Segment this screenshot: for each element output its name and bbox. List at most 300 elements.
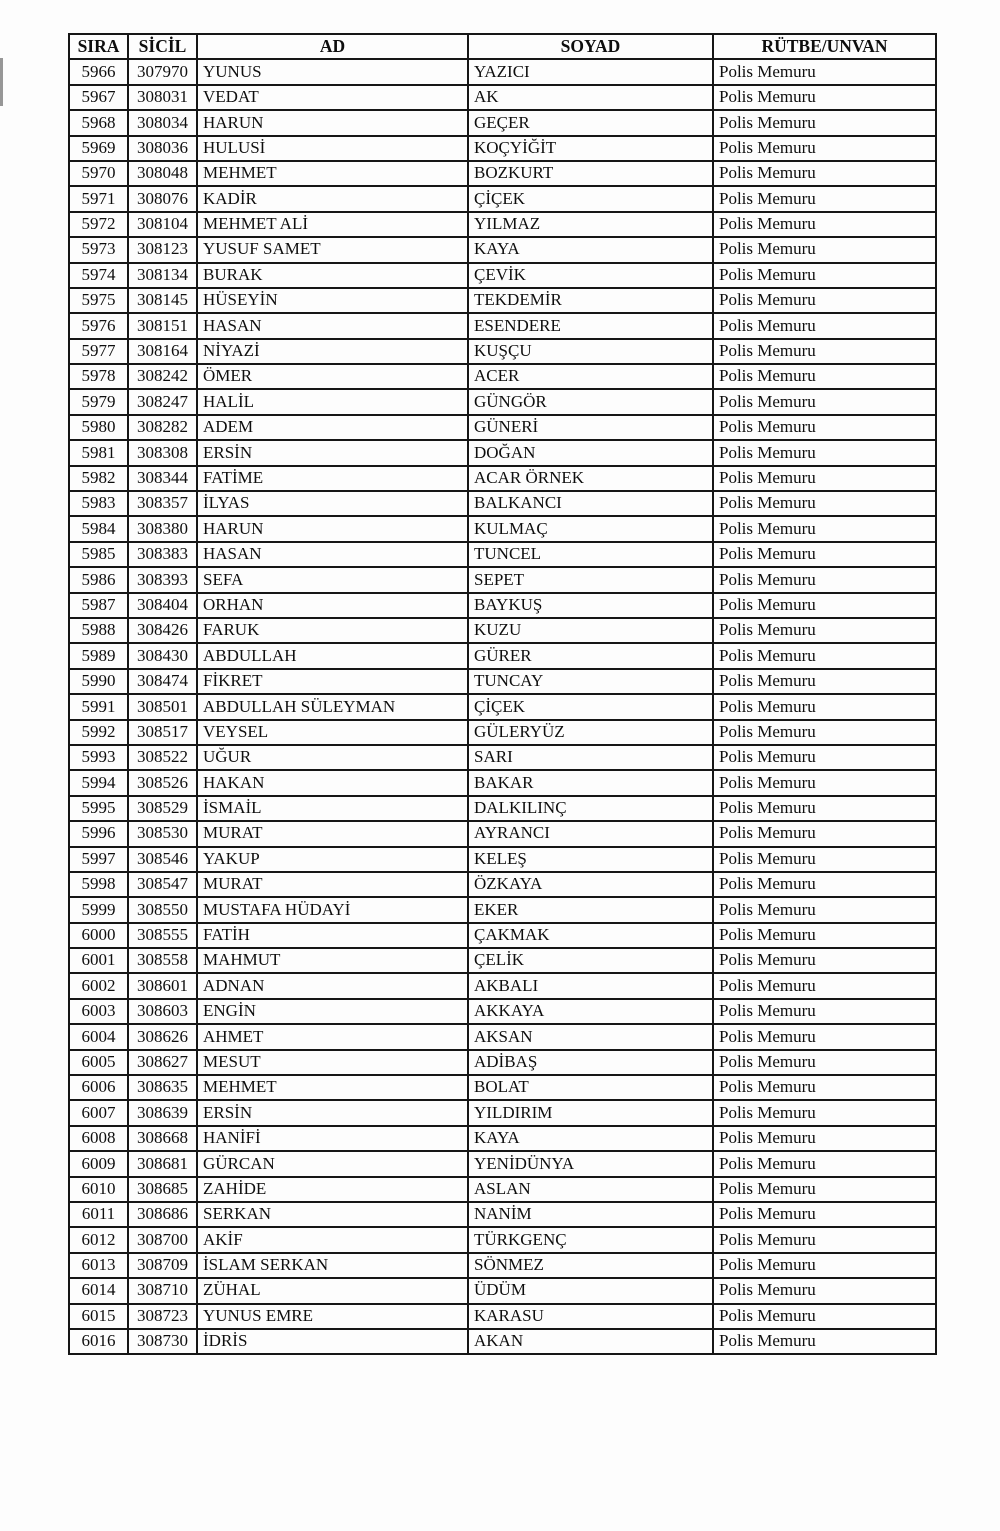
cell-soyad: TUNCAY [468, 669, 713, 694]
cell-rutbe: Polis Memuru [713, 542, 936, 567]
cell-sira: 5995 [69, 796, 128, 821]
cell-sira: 5982 [69, 466, 128, 491]
cell-rutbe: Polis Memuru [713, 1075, 936, 1100]
table-row [69, 1075, 936, 1100]
table-row [69, 415, 936, 440]
cell-rutbe: Polis Memuru [713, 59, 936, 84]
cell-sira: 5969 [69, 136, 128, 161]
cell-sira: 6000 [69, 923, 128, 948]
table-row [69, 389, 936, 414]
cell-sicil: 308546 [128, 847, 197, 872]
cell-sicil: 308700 [128, 1227, 197, 1252]
cell-sicil: 308282 [128, 415, 197, 440]
cell-ad: MEHMET [197, 161, 468, 186]
cell-rutbe: Polis Memuru [713, 1050, 936, 1075]
cell-sicil: 308151 [128, 313, 197, 338]
column-header-ad: AD [197, 34, 468, 59]
cell-rutbe: Polis Memuru [713, 415, 936, 440]
table-row [69, 1024, 936, 1049]
cell-rutbe: Polis Memuru [713, 1177, 936, 1202]
cell-sira: 6014 [69, 1278, 128, 1303]
cell-sicil: 308123 [128, 237, 197, 262]
cell-soyad: GÜRER [468, 643, 713, 668]
cell-rutbe: Polis Memuru [713, 288, 936, 313]
cell-sicil: 308247 [128, 389, 197, 414]
cell-sicil: 308426 [128, 618, 197, 643]
cell-sicil: 308668 [128, 1126, 197, 1151]
cell-ad: ÖMER [197, 364, 468, 389]
table-row [69, 720, 936, 745]
cell-ad: ORHAN [197, 593, 468, 618]
cell-rutbe: Polis Memuru [713, 440, 936, 465]
table-row [69, 567, 936, 592]
table-row [69, 186, 936, 211]
cell-soyad: TÜRKGENÇ [468, 1227, 713, 1252]
table-row [69, 59, 936, 84]
table-row [69, 440, 936, 465]
cell-sira: 5974 [69, 263, 128, 288]
cell-rutbe: Polis Memuru [713, 1126, 936, 1151]
cell-ad: VEYSEL [197, 720, 468, 745]
cell-soyad: GÜLERYÜZ [468, 720, 713, 745]
cell-sicil: 308686 [128, 1202, 197, 1227]
cell-soyad: NANİM [468, 1202, 713, 1227]
cell-sicil: 308308 [128, 440, 197, 465]
cell-rutbe: Polis Memuru [713, 643, 936, 668]
cell-rutbe: Polis Memuru [713, 973, 936, 998]
cell-sira: 5972 [69, 212, 128, 237]
cell-sicil: 308639 [128, 1100, 197, 1125]
cell-ad: HULUSİ [197, 136, 468, 161]
cell-sicil: 308710 [128, 1278, 197, 1303]
table-row [69, 1227, 936, 1252]
cell-sira: 5973 [69, 237, 128, 262]
cell-sira: 5992 [69, 720, 128, 745]
cell-rutbe: Polis Memuru [713, 1202, 936, 1227]
cell-sira: 5985 [69, 542, 128, 567]
cell-soyad: ÇİÇEK [468, 694, 713, 719]
cell-soyad: GÜNGÖR [468, 389, 713, 414]
cell-sicil: 308547 [128, 872, 197, 897]
cell-sira: 5984 [69, 516, 128, 541]
table-row [69, 1151, 936, 1176]
cell-rutbe: Polis Memuru [713, 897, 936, 922]
cell-rutbe: Polis Memuru [713, 1278, 936, 1303]
table-row [69, 161, 936, 186]
cell-soyad: ÖZKAYA [468, 872, 713, 897]
cell-ad: ZÜHAL [197, 1278, 468, 1303]
cell-ad: MAHMUT [197, 948, 468, 973]
table-row [69, 973, 936, 998]
cell-ad: ABDULLAH [197, 643, 468, 668]
table-row [69, 1202, 936, 1227]
cell-rutbe: Polis Memuru [713, 491, 936, 516]
cell-soyad: KOÇYİĞİT [468, 136, 713, 161]
table-row [69, 136, 936, 161]
table-row [69, 643, 936, 668]
cell-ad: YUNUS EMRE [197, 1304, 468, 1329]
table-row [69, 796, 936, 821]
cell-soyad: ÇELİK [468, 948, 713, 973]
cell-ad: GÜRCAN [197, 1151, 468, 1176]
scan-edge-artifact [0, 58, 3, 106]
cell-rutbe: Polis Memuru [713, 136, 936, 161]
cell-soyad: GEÇER [468, 110, 713, 135]
cell-ad: YUNUS [197, 59, 468, 84]
cell-soyad: KULMAÇ [468, 516, 713, 541]
cell-ad: UĞUR [197, 745, 468, 770]
cell-sicil: 308529 [128, 796, 197, 821]
table-row [69, 263, 936, 288]
cell-ad: FİKRET [197, 669, 468, 694]
table-row [69, 1177, 936, 1202]
cell-sicil: 308357 [128, 491, 197, 516]
cell-rutbe: Polis Memuru [713, 999, 936, 1024]
cell-ad: ABDULLAH SÜLEYMAN [197, 694, 468, 719]
table-row [69, 669, 936, 694]
table-row [69, 1126, 936, 1151]
cell-rutbe: Polis Memuru [713, 796, 936, 821]
cell-sicil: 308530 [128, 821, 197, 846]
cell-soyad: SEPET [468, 567, 713, 592]
cell-sicil: 308730 [128, 1329, 197, 1354]
cell-sicil: 308555 [128, 923, 197, 948]
cell-ad: ADNAN [197, 973, 468, 998]
cell-ad: SERKAN [197, 1202, 468, 1227]
cell-sicil: 308526 [128, 770, 197, 795]
cell-sira: 5993 [69, 745, 128, 770]
cell-ad: HASAN [197, 313, 468, 338]
cell-soyad: ÜDÜM [468, 1278, 713, 1303]
cell-sira: 6005 [69, 1050, 128, 1075]
cell-soyad: KARASU [468, 1304, 713, 1329]
cell-soyad: YENİDÜNYA [468, 1151, 713, 1176]
cell-sicil: 308242 [128, 364, 197, 389]
cell-rutbe: Polis Memuru [713, 1100, 936, 1125]
cell-sicil: 308034 [128, 110, 197, 135]
table-row [69, 1050, 936, 1075]
table-row [69, 466, 936, 491]
cell-rutbe: Polis Memuru [713, 1227, 936, 1252]
cell-rutbe: Polis Memuru [713, 1151, 936, 1176]
cell-soyad: ÇAKMAK [468, 923, 713, 948]
cell-rutbe: Polis Memuru [713, 237, 936, 262]
cell-ad: İSLAM SERKAN [197, 1253, 468, 1278]
cell-rutbe: Polis Memuru [713, 770, 936, 795]
cell-sicil: 308558 [128, 948, 197, 973]
table-row [69, 212, 936, 237]
cell-sira: 6012 [69, 1227, 128, 1252]
cell-ad: MUSTAFA HÜDAYİ [197, 897, 468, 922]
cell-sira: 5983 [69, 491, 128, 516]
cell-rutbe: Polis Memuru [713, 720, 936, 745]
cell-sira: 6010 [69, 1177, 128, 1202]
cell-sicil: 308517 [128, 720, 197, 745]
cell-soyad: KAYA [468, 237, 713, 262]
table-row [69, 847, 936, 872]
table-row [69, 237, 936, 262]
cell-sicil: 308076 [128, 186, 197, 211]
cell-ad: KADİR [197, 186, 468, 211]
cell-sicil: 308723 [128, 1304, 197, 1329]
column-header-sira: SIRA [69, 34, 128, 59]
table-row [69, 1329, 936, 1354]
table-row [69, 288, 936, 313]
cell-sicil: 308685 [128, 1177, 197, 1202]
cell-sira: 5981 [69, 440, 128, 465]
table-row [69, 872, 936, 897]
cell-sira: 5990 [69, 669, 128, 694]
cell-soyad: YAZICI [468, 59, 713, 84]
cell-rutbe: Polis Memuru [713, 694, 936, 719]
cell-rutbe: Polis Memuru [713, 263, 936, 288]
cell-ad: ERSİN [197, 1100, 468, 1125]
cell-rutbe: Polis Memuru [713, 593, 936, 618]
cell-rutbe: Polis Memuru [713, 212, 936, 237]
cell-ad: ERSİN [197, 440, 468, 465]
cell-ad: HASAN [197, 542, 468, 567]
cell-sira: 5987 [69, 593, 128, 618]
cell-sicil: 308474 [128, 669, 197, 694]
cell-rutbe: Polis Memuru [713, 669, 936, 694]
table-row [69, 821, 936, 846]
cell-sicil: 308383 [128, 542, 197, 567]
cell-sira: 6007 [69, 1100, 128, 1125]
cell-sira: 5968 [69, 110, 128, 135]
cell-sicil: 308031 [128, 85, 197, 110]
cell-ad: HANİFİ [197, 1126, 468, 1151]
cell-soyad: TUNCEL [468, 542, 713, 567]
cell-sira: 6008 [69, 1126, 128, 1151]
cell-sicil: 308626 [128, 1024, 197, 1049]
cell-ad: HARUN [197, 516, 468, 541]
cell-rutbe: Polis Memuru [713, 745, 936, 770]
cell-ad: AKİF [197, 1227, 468, 1252]
column-header-rutbe: RÜTBE/UNVAN [713, 34, 936, 59]
table-row [69, 110, 936, 135]
cell-sira: 6001 [69, 948, 128, 973]
cell-soyad: DOĞAN [468, 440, 713, 465]
cell-sira: 5998 [69, 872, 128, 897]
cell-ad: HÜSEYİN [197, 288, 468, 313]
cell-soyad: AKAN [468, 1329, 713, 1354]
table-row [69, 999, 936, 1024]
cell-rutbe: Polis Memuru [713, 364, 936, 389]
cell-soyad: YILMAZ [468, 212, 713, 237]
cell-sira: 6009 [69, 1151, 128, 1176]
table-row [69, 1278, 936, 1303]
table-row [69, 85, 936, 110]
cell-sira: 5999 [69, 897, 128, 922]
table-row [69, 1253, 936, 1278]
cell-soyad: ESENDERE [468, 313, 713, 338]
cell-sira: 6016 [69, 1329, 128, 1354]
cell-rutbe: Polis Memuru [713, 466, 936, 491]
cell-rutbe: Polis Memuru [713, 847, 936, 872]
cell-ad: FATİH [197, 923, 468, 948]
cell-sicil: 308501 [128, 694, 197, 719]
cell-rutbe: Polis Memuru [713, 1329, 936, 1354]
cell-sira: 5979 [69, 389, 128, 414]
cell-soyad: KAYA [468, 1126, 713, 1151]
cell-soyad: ÇİÇEK [468, 186, 713, 211]
cell-ad: İLYAS [197, 491, 468, 516]
cell-sicil: 308522 [128, 745, 197, 770]
table-row [69, 491, 936, 516]
cell-soyad: ADİBAŞ [468, 1050, 713, 1075]
cell-sira: 5991 [69, 694, 128, 719]
cell-rutbe: Polis Memuru [713, 923, 936, 948]
cell-sira: 5986 [69, 567, 128, 592]
cell-soyad: SARI [468, 745, 713, 770]
cell-soyad: BOZKURT [468, 161, 713, 186]
cell-sicil: 308709 [128, 1253, 197, 1278]
table-row [69, 313, 936, 338]
cell-rutbe: Polis Memuru [713, 948, 936, 973]
cell-sira: 5971 [69, 186, 128, 211]
cell-soyad: BALKANCI [468, 491, 713, 516]
cell-sicil: 308430 [128, 643, 197, 668]
cell-ad: YUSUF SAMET [197, 237, 468, 262]
cell-ad: BURAK [197, 263, 468, 288]
table-row [69, 364, 936, 389]
cell-sira: 6011 [69, 1202, 128, 1227]
cell-ad: MURAT [197, 821, 468, 846]
cell-rutbe: Polis Memuru [713, 1253, 936, 1278]
cell-soyad: AKKAYA [468, 999, 713, 1024]
cell-ad: SEFA [197, 567, 468, 592]
cell-rutbe: Polis Memuru [713, 110, 936, 135]
cell-ad: HALİL [197, 389, 468, 414]
cell-soyad: ACER [468, 364, 713, 389]
cell-sicil: 308048 [128, 161, 197, 186]
cell-soyad: EKER [468, 897, 713, 922]
cell-soyad: ASLAN [468, 1177, 713, 1202]
table-row [69, 542, 936, 567]
table-row [69, 1304, 936, 1329]
cell-sicil: 308164 [128, 339, 197, 364]
cell-rutbe: Polis Memuru [713, 618, 936, 643]
cell-ad: İDRİS [197, 1329, 468, 1354]
cell-sicil: 308036 [128, 136, 197, 161]
cell-sira: 5967 [69, 85, 128, 110]
table-row [69, 923, 936, 948]
cell-sicil: 308104 [128, 212, 197, 237]
cell-ad: NİYAZİ [197, 339, 468, 364]
cell-soyad: GÜNERİ [468, 415, 713, 440]
cell-sira: 6002 [69, 973, 128, 998]
table-row [69, 618, 936, 643]
cell-rutbe: Polis Memuru [713, 186, 936, 211]
cell-ad: VEDAT [197, 85, 468, 110]
cell-soyad: KUZU [468, 618, 713, 643]
cell-rutbe: Polis Memuru [713, 313, 936, 338]
table-row [69, 1100, 936, 1125]
cell-rutbe: Polis Memuru [713, 872, 936, 897]
cell-rutbe: Polis Memuru [713, 161, 936, 186]
cell-soyad: SÖNMEZ [468, 1253, 713, 1278]
cell-sira: 5976 [69, 313, 128, 338]
cell-sira: 6013 [69, 1253, 128, 1278]
table-row [69, 745, 936, 770]
cell-ad: ZAHİDE [197, 1177, 468, 1202]
cell-sicil: 308393 [128, 567, 197, 592]
cell-rutbe: Polis Memuru [713, 1304, 936, 1329]
cell-soyad: YILDIRIM [468, 1100, 713, 1125]
cell-sira: 6015 [69, 1304, 128, 1329]
cell-sira: 5966 [69, 59, 128, 84]
cell-ad: MEHMET [197, 1075, 468, 1100]
cell-sira: 6003 [69, 999, 128, 1024]
cell-soyad: AKBALI [468, 973, 713, 998]
cell-sira: 5975 [69, 288, 128, 313]
cell-rutbe: Polis Memuru [713, 516, 936, 541]
cell-sicil: 308601 [128, 973, 197, 998]
cell-sira: 6004 [69, 1024, 128, 1049]
cell-sira: 5988 [69, 618, 128, 643]
cell-soyad: BOLAT [468, 1075, 713, 1100]
cell-soyad: KUŞÇU [468, 339, 713, 364]
table-row [69, 770, 936, 795]
cell-sicil: 308627 [128, 1050, 197, 1075]
personnel-table [68, 33, 937, 1355]
cell-sicil: 308603 [128, 999, 197, 1024]
cell-sira: 5989 [69, 643, 128, 668]
table-header-row [69, 34, 936, 59]
table-row [69, 339, 936, 364]
cell-sira: 5994 [69, 770, 128, 795]
cell-sira: 5977 [69, 339, 128, 364]
cell-sira: 6006 [69, 1075, 128, 1100]
cell-sicil: 307970 [128, 59, 197, 84]
table-row [69, 516, 936, 541]
cell-sicil: 308134 [128, 263, 197, 288]
cell-rutbe: Polis Memuru [713, 389, 936, 414]
cell-soyad: BAYKUŞ [468, 593, 713, 618]
cell-ad: FARUK [197, 618, 468, 643]
cell-sicil: 308380 [128, 516, 197, 541]
cell-soyad: DALKILINÇ [468, 796, 713, 821]
cell-ad: MESUT [197, 1050, 468, 1075]
cell-sira: 5970 [69, 161, 128, 186]
cell-ad: HARUN [197, 110, 468, 135]
cell-soyad: AYRANCI [468, 821, 713, 846]
cell-sicil: 308681 [128, 1151, 197, 1176]
cell-soyad: KELEŞ [468, 847, 713, 872]
table-row [69, 694, 936, 719]
table-row [69, 897, 936, 922]
cell-rutbe: Polis Memuru [713, 821, 936, 846]
cell-rutbe: Polis Memuru [713, 85, 936, 110]
cell-rutbe: Polis Memuru [713, 339, 936, 364]
cell-sira: 5996 [69, 821, 128, 846]
cell-soyad: ÇEVİK [468, 263, 713, 288]
cell-soyad: TEKDEMİR [468, 288, 713, 313]
cell-sira: 5980 [69, 415, 128, 440]
column-header-soyad: SOYAD [468, 34, 713, 59]
cell-soyad: BAKAR [468, 770, 713, 795]
cell-soyad: ACAR ÖRNEK [468, 466, 713, 491]
cell-sicil: 308550 [128, 897, 197, 922]
cell-soyad: AKSAN [468, 1024, 713, 1049]
cell-soyad: AK [468, 85, 713, 110]
cell-sicil: 308344 [128, 466, 197, 491]
cell-sira: 5978 [69, 364, 128, 389]
cell-rutbe: Polis Memuru [713, 567, 936, 592]
cell-ad: FATİME [197, 466, 468, 491]
cell-ad: ENGİN [197, 999, 468, 1024]
cell-rutbe: Polis Memuru [713, 1024, 936, 1049]
